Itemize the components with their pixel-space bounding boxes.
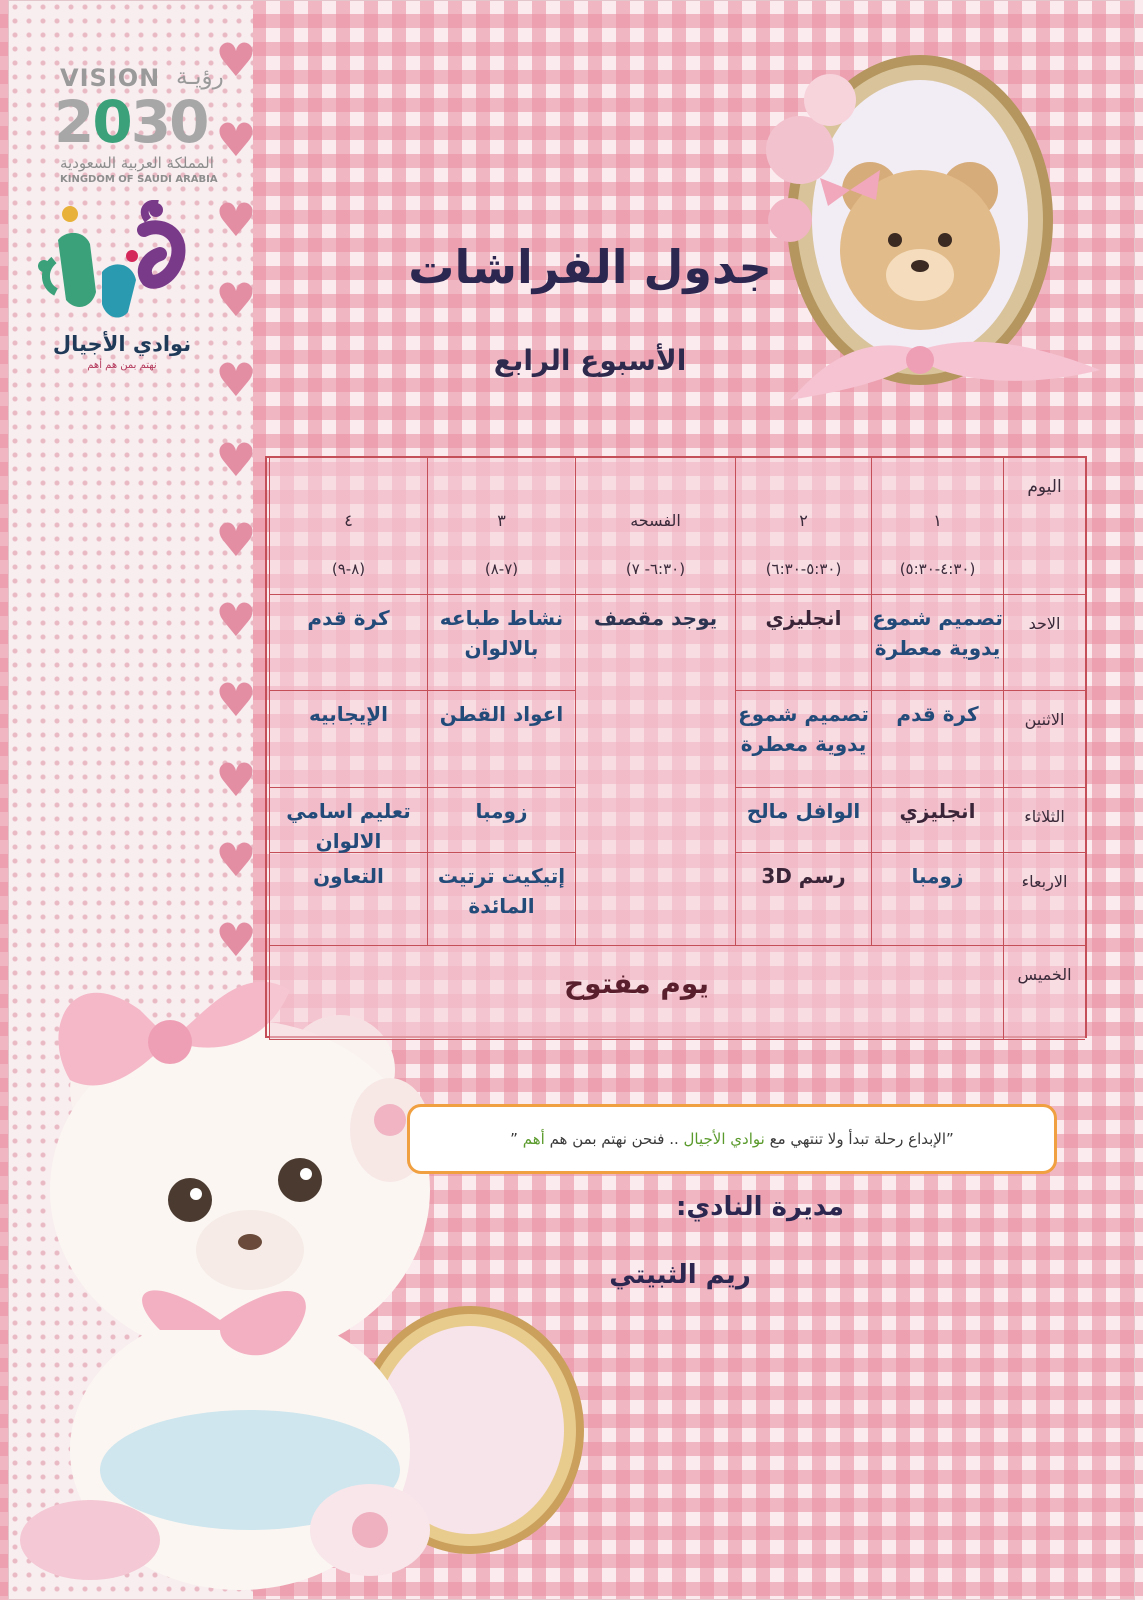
quote-text: .. فنحن نهتم بمن هم	[549, 1130, 679, 1148]
heart-icon: ♥	[215, 833, 257, 887]
activity-cell: رسم 3D	[735, 853, 871, 946]
period-number: ٢	[799, 511, 808, 530]
period-number: الفسحه	[630, 511, 681, 530]
activity-cell: الوافل مالح	[735, 788, 871, 853]
period-number: ٣	[497, 511, 506, 530]
period-time: (٧-٨)	[484, 560, 519, 578]
period-number: ٤	[344, 511, 353, 530]
period-time: (٦:٣٠- ٧)	[625, 560, 686, 578]
quote-brand-name: نوادي الأجيال	[683, 1130, 765, 1148]
activity-cell: كرة قدم	[871, 691, 1003, 788]
vision-year	[54, 88, 207, 156]
activity-cell: التعاون	[269, 853, 427, 946]
thursday-activity-cell: يوم مفتوح	[269, 946, 1003, 1040]
club-figures-icon	[36, 200, 196, 330]
schedule-table	[265, 456, 1087, 1038]
quote-close-mark: ”	[510, 1130, 518, 1148]
vision-2030-logo	[54, 64, 254, 192]
period-header-2	[735, 458, 871, 595]
manager-label: مديرة النادي:	[675, 1192, 845, 1222]
period-header-1	[871, 458, 1003, 595]
activity-cell: تصميم شموع يدوية معطرة	[871, 595, 1003, 691]
quote-brand-word: أهم	[522, 1130, 545, 1148]
vision-word: VISION	[60, 64, 161, 92]
quote-box	[407, 1104, 1057, 1174]
vision-year-digit: 2	[54, 88, 93, 156]
period-header-4	[269, 458, 427, 595]
day-column-header: اليوم	[1003, 458, 1085, 595]
manager-name: ريم الثبيتي	[609, 1260, 751, 1290]
period-header-3	[427, 458, 575, 595]
vision-year-digits: 30	[130, 88, 208, 156]
break-activity-cell: يوجد مقصف	[575, 595, 735, 946]
page-subtitle: الأسبوع الرابع	[493, 344, 687, 377]
period-number: ١	[933, 511, 942, 530]
period-time: (٥:٣٠-٦:٣٠)	[765, 560, 842, 578]
activity-cell: نشاط طباعه بالالوان	[427, 595, 575, 691]
heart-icon: ♥	[215, 353, 257, 407]
activity-cell: انجليزي	[735, 595, 871, 691]
heart-icon: ♥	[215, 593, 257, 647]
teddy-bear-decoration	[10, 950, 590, 1600]
vision-country-arabic: المملكة العربية السعودية	[60, 154, 214, 172]
period-time: (٨-٩)	[331, 560, 366, 578]
activity-cell: تعليم اسامي الالوان	[269, 788, 427, 853]
day-label-wednesday: الاربعاء	[1003, 853, 1085, 946]
day-label-tuesday: الثلاثاء	[1003, 788, 1085, 853]
heart-icon: ♥	[215, 193, 257, 247]
day-label-sunday: الاحد	[1003, 595, 1085, 691]
period-header-break	[575, 458, 735, 595]
quote-text: ”الإبداع رحلة تبدأ ولا تنتهي مع	[769, 1130, 954, 1148]
club-tagline: نهتم بمن هم أهم	[87, 360, 157, 371]
day-label-monday: الاثنين	[1003, 691, 1085, 788]
heart-icon: ♥	[215, 433, 257, 487]
heart-icon: ♥	[215, 513, 257, 567]
activity-cell: كرة قدم	[269, 595, 427, 691]
activity-cell: تصميم شموع يدوية معطرة	[735, 691, 871, 788]
activity-cell: زومبا	[871, 853, 1003, 946]
heart-icon: ♥	[215, 913, 257, 967]
club-logo	[36, 200, 196, 382]
heart-icon: ♥	[215, 33, 257, 87]
vision-year-emblem: 0	[92, 88, 131, 156]
activity-cell: انجليزي	[871, 788, 1003, 853]
vision-arabic-word: رؤيـة	[176, 64, 224, 90]
activity-cell: الإيجابيه	[269, 691, 427, 788]
period-time: (٤:٣٠-٥:٣٠)	[899, 560, 976, 578]
day-label-thursday: الخميس	[1003, 946, 1085, 1040]
heart-icon: ♥	[215, 673, 257, 727]
activity-cell: إتيكيت ترتيت المائدة	[427, 853, 575, 946]
heart-icon: ♥	[215, 753, 257, 807]
page-title: جدول الفراشات	[408, 240, 772, 294]
activity-cell: اعواد القطن	[427, 691, 575, 788]
activity-cell: زومبا	[427, 788, 575, 853]
club-name: نوادي الأجيال	[52, 332, 192, 356]
mirror-teddy-decoration	[730, 30, 1120, 440]
vision-country-english: KINGDOM OF SAUDI ARABIA	[60, 174, 218, 185]
heart-icon: ♥	[215, 113, 257, 167]
heart-icon: ♥	[215, 273, 257, 327]
